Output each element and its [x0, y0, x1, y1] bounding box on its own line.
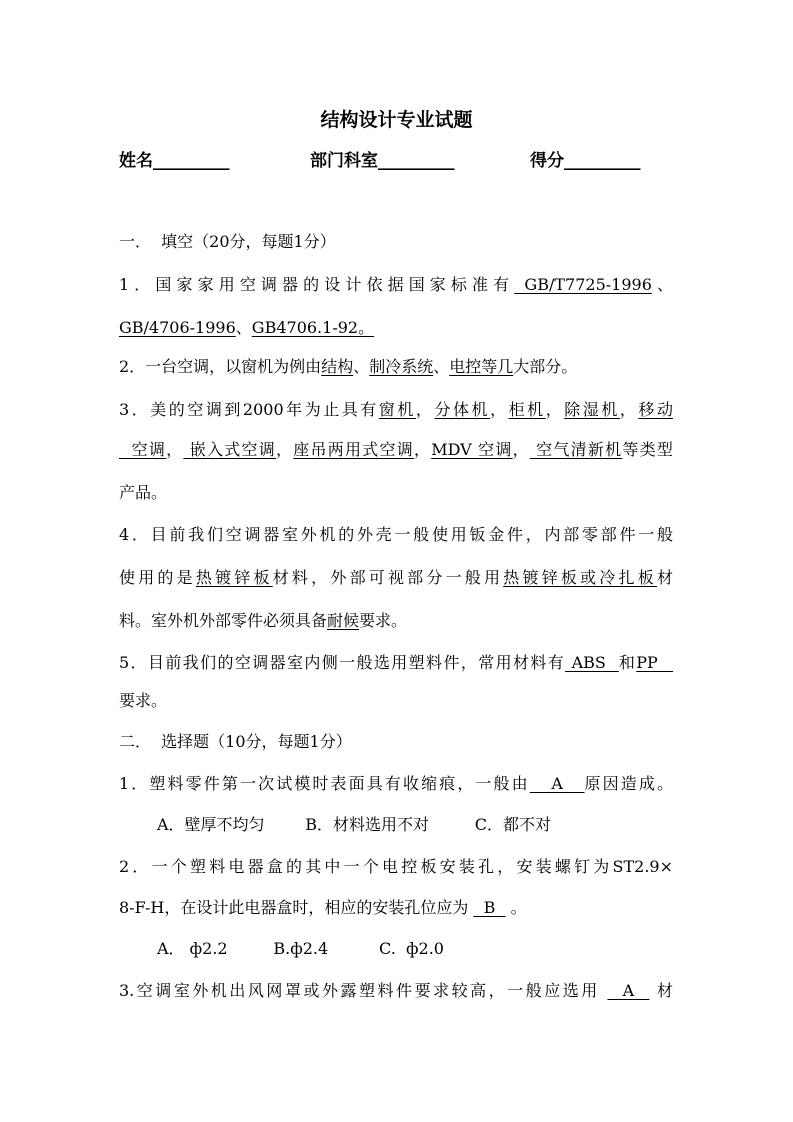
answer-blank: PP [636, 653, 673, 672]
text-line [119, 231, 673, 253]
text-line [119, 773, 673, 795]
text-line [119, 856, 673, 878]
text-segment: 、 [235, 318, 252, 337]
answer-blank: MDV 空调 [431, 440, 513, 459]
answer-blank: GB4706.1-92。 [251, 318, 375, 337]
text-segment: 1．塑料零件第一次试模时表面具有收缩痕，一般由 [119, 774, 530, 793]
answer-blank: GB/T7725-1996 [514, 275, 652, 294]
name-label: 姓名 [119, 151, 153, 171]
department-field [310, 146, 455, 171]
answer-blank: 结构 [321, 357, 354, 376]
text-line [119, 274, 673, 296]
text-segment: 3.空调室外机出风网罩或外露塑料件要求较高，一般应选用 [119, 981, 608, 1000]
score-blank: _________ [564, 151, 641, 171]
text-segment: 4．目前我们空调器室外机的外壳一般使用钣金件，内部零部件一般 [119, 525, 673, 544]
text-segment: 产品。 [119, 483, 168, 502]
text-segment: 使用的是 [119, 568, 196, 587]
name-blank: _________ [153, 151, 230, 171]
text-segment: 一． 填空（20分，每题1分） [119, 232, 336, 251]
department-label: 部门科室 [310, 151, 378, 171]
text-segment: ， [545, 400, 565, 419]
text-line [119, 980, 673, 1002]
answer-blank: 电控等几 [449, 357, 514, 376]
text-segment: 二． 选择题（10分，每题1分） [119, 732, 352, 751]
text-segment: 、 [353, 357, 370, 376]
text-line [119, 814, 673, 836]
answer-blank: 热镀锌板或冷扎板 [503, 568, 657, 587]
text-line [119, 356, 673, 378]
text-segment: 料。室外机外部零件必须具备 [119, 611, 328, 630]
text-segment: ， [415, 400, 435, 419]
answer-blank: 热镀锌板 [195, 568, 273, 587]
text-segment: 、 [651, 275, 673, 294]
answer-blank: 嵌入式空调 [183, 440, 276, 459]
text-segment: 材 [649, 981, 673, 1000]
text-segment: 。 [505, 898, 527, 917]
text-segment: ， [490, 400, 509, 419]
text-segment: 3．美的空调到2000年为止具有 [119, 400, 379, 419]
text-segment: 要求。 [359, 611, 408, 630]
text-segment: 8-F-H，在设计此电器盒时，相应的安装孔位应为 [119, 898, 474, 917]
text-line [119, 317, 673, 339]
answer-blank: 制冷系统 [369, 357, 434, 376]
answer-blank: GB/4706-1996 [119, 318, 236, 337]
text-segment: 材 [656, 568, 673, 587]
answer-blank: 分体机 [434, 400, 491, 419]
department-blank: _________ [378, 151, 455, 171]
answer-blank: 柜机 [508, 400, 546, 419]
answer-blank: 空调 [119, 440, 167, 459]
text-segment: ， [414, 440, 432, 459]
text-segment: 大部分。 [513, 357, 578, 376]
text-line [119, 938, 673, 960]
text-line [119, 897, 673, 919]
text-segment: 、 [433, 357, 450, 376]
text-segment: 2．一台空调，以窗机为例由 [119, 357, 322, 376]
text-line [119, 399, 673, 421]
text-segment: 1．国家家用空调器的设计依据国家标准有 [119, 275, 515, 294]
text-line [119, 652, 673, 674]
text-segment: ， [512, 440, 530, 459]
answer-blank: 移动 [638, 400, 673, 419]
text-segment: 5．目前我们的空调器室内侧一般选用塑料件，常用材料有 [119, 653, 566, 672]
answer-blank: 空气清新机 [529, 440, 623, 459]
text-segment: 等类型 [622, 440, 673, 459]
text-segment: ， [619, 400, 639, 419]
text-segment: 要求。 [119, 691, 168, 710]
text-segment: 和 [618, 653, 637, 672]
answer-blank: 窗机 [378, 400, 416, 419]
score-label: 得分 [530, 151, 564, 171]
name-field [119, 146, 230, 171]
text-segment: A．壁厚不均匀 B．材料选用不对 C．都不对 [157, 815, 552, 834]
text-line [119, 482, 673, 504]
answer-blank: 除湿机 [564, 400, 620, 419]
text-segment: ， [166, 440, 184, 459]
answer-blank: A [529, 774, 585, 793]
answer-blank: A [607, 981, 650, 1000]
text-line [119, 731, 673, 753]
text-line [119, 567, 673, 589]
text-segment: 材料，外部可视部分一般用 [272, 568, 504, 587]
text-segment: 原因造成。 [584, 774, 673, 793]
text-line [119, 610, 673, 632]
answer-blank: 座吊两用式空调 [293, 440, 414, 459]
answer-blank: B [473, 898, 506, 917]
text-segment: 2．一个塑料电器盒的其中一个电控板安装孔，安装螺钉为ST2.9× [119, 857, 673, 876]
text-segment: A． ф2.2 B.ф2.4 C. ф2.0 [157, 939, 444, 958]
page-title: 结构设计专业试题 [320, 109, 473, 131]
answer-blank: 耐候 [327, 611, 360, 630]
score-field [530, 146, 641, 171]
text-line [119, 439, 673, 461]
text-line [119, 524, 673, 546]
text-segment: ， [276, 440, 294, 459]
text-line [119, 690, 673, 712]
answer-blank: ABS [565, 653, 619, 672]
